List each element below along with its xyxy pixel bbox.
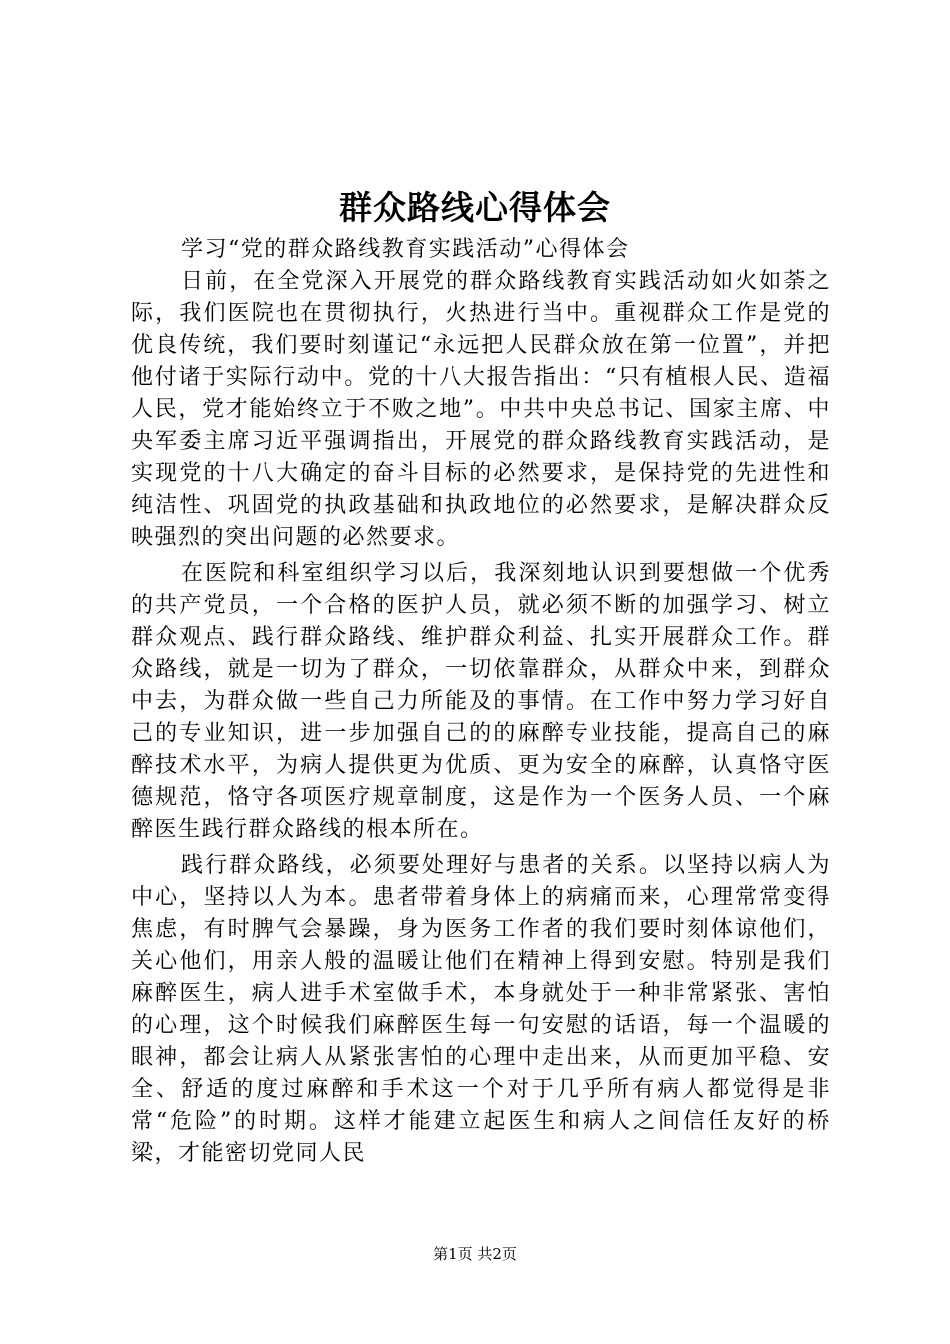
document-subtitle: 学习“党的群众路线教育实践活动”心得体会: [181, 237, 630, 262]
paragraph: 在医院和科室组织学习以后，我深刻地认识到要想做一个优秀的共产党员，一个合格的医护人员，就必须不断的加强学习、树立群众观点、践行群众路线、维护群众利益、扎实开展群众工作。群众路线，就是一切为了群众，一切依靠群众，从群众中来，到群众中去，为群众做一些自己力所能及的事情。在工作中努力学习好自己的专业知识，进一步加强自己的的麻醉专业技能，提高自己的麻醉技术水平，为病人提供更为优质、更为安全的麻醉，认真恪守医德规范，恪守各项医疗规章制度，这是作为一个医务人员、一个麻醉医生践行群众路线的根本所在。: [131, 561, 831, 842]
paragraph: 践行群众路线，必须要处理好与患者的关系。以坚持以病人为中心，坚持以人为本。患者带着身体上的病痛而来，心理常常变得焦虑，有时脾气会暴躁，身为医务工作者的我们要时刻体谅他们，关心他们，用亲人般的温暖让他们在精神上得到安慰。特别是我们麻醉医生，病人进手术室做手术，本身就处于一种非常紧张、害怕的心理，这个时候我们麻醉医生每一句安慰的话语，每一个温暖的眼神，都会让病人从紧张害怕的心理中走出来，从而更加平稳、安全、舒适的度过麻醉和手术这一个对于几乎所有病人都觉得是非常“危险”的时期。这样才能建立起医生和病人之间信任友好的桥梁，才能密切党同人民: [131, 853, 831, 1166]
document-body: [131, 234, 831, 1170]
paragraph: 日前，在全党深入开展党的群众路线教育实践活动如火如荼之际，我们医院也在贯彻执行，火热进行当中。重视群众工作是党的优良传统，我们要时刻谨记“永远把人民群众放在第一位置”，并把他付诸于实际行动中。党的十八大报告指出：“只有植根人民、造福人民，党才能始终立于不败之地”。中共中央总书记、国家主席、中央军委主席习近平强调指出，开展党的群众路线教育实践活动，是实现党的十八大确定的奋斗目标的必然要求，是保持党的先进性和纯洁性、巩固党的执政基础和执政地位的必然要求，是解决群众反映强烈的突出问题的必然要求。: [131, 269, 831, 550]
page-number-footer: 第1页 共2页: [433, 1245, 517, 1263]
document-title: 群众路线心得体会: [339, 188, 611, 227]
